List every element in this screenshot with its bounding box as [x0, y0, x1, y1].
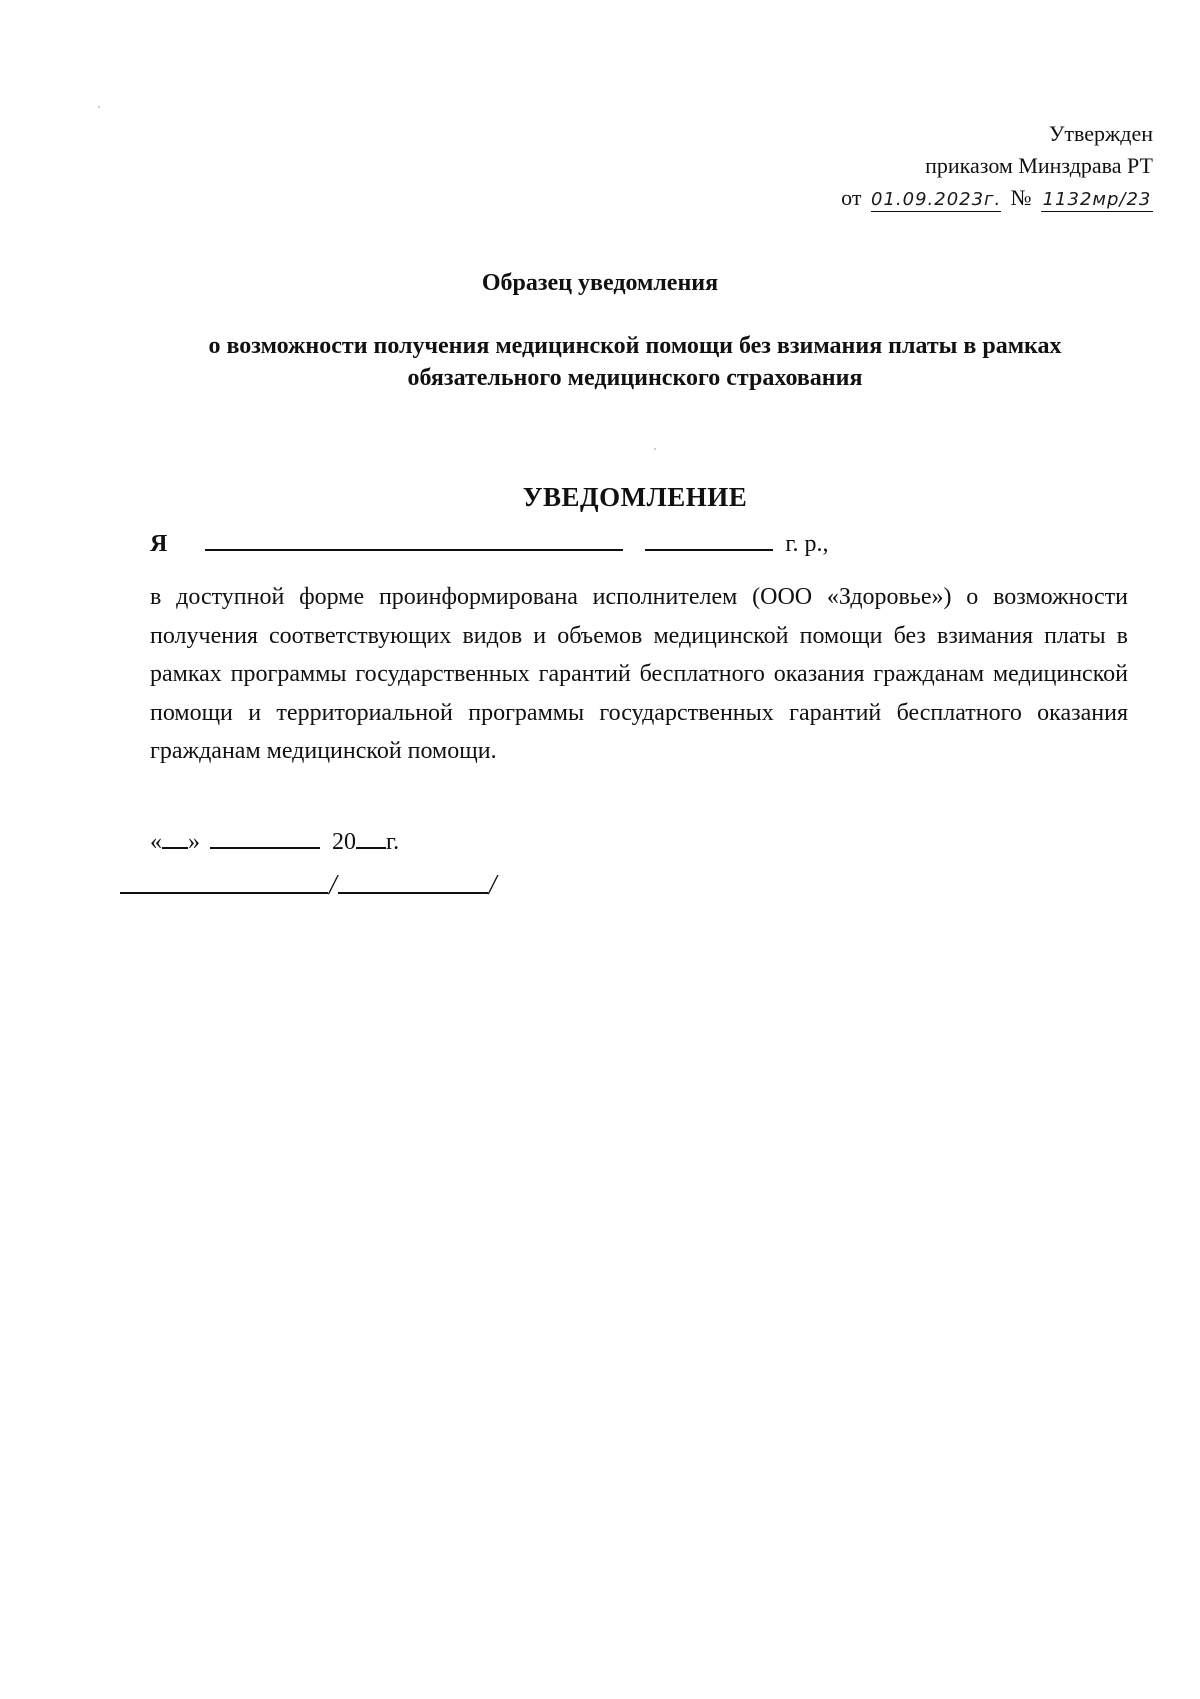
notice-body: в доступной форме проинформирована исполнителем (ООО «Здоровье») о возможности получения соответствующих видов и объемов медицинской помощи без взимания платы в рамках программы государственных гарантий бесплатного оказания гражданам медицинской помощи и территориальной программы государственных гарантий бесплатного оказания гражданам медицинской помощи. [150, 584, 1128, 764]
date-close-quote: » [188, 829, 200, 855]
month-blank [210, 829, 320, 849]
signature-line [120, 870, 498, 901]
name-birth-line [150, 528, 828, 560]
sample-title: Образец уведомления [481, 270, 719, 296]
notice-title: УВЕДОМЛЕНИЕ [522, 482, 748, 512]
year-suffix: г. [386, 829, 400, 855]
signature-blank [120, 870, 328, 894]
handwritten-date: 01.09.2023г. [871, 189, 1002, 210]
day-blank [162, 829, 188, 849]
approval-title: Утвержден [1048, 121, 1153, 146]
signature-end: / [488, 870, 497, 901]
birth-year-blank [645, 529, 773, 551]
approval-date-number [841, 182, 1153, 214]
number-label: № [1010, 185, 1032, 210]
year-blank [356, 829, 386, 849]
date-line [150, 826, 399, 858]
pronoun-label: Я [150, 531, 168, 557]
scan-speck [654, 448, 656, 450]
approval-block [841, 118, 1153, 214]
birth-year-suffix: г. р., [785, 531, 829, 557]
approval-order: приказом Минздрава РТ [925, 153, 1153, 178]
signature-separator: / [329, 870, 337, 901]
scan-speck [98, 106, 100, 108]
handwritten-number: 1132мр/23 [1042, 189, 1152, 210]
century-label: 20 [332, 829, 356, 855]
sample-subtitle: о возможности получения медицинской помощи без взимания платы в рамках обязательного медицинского страхования [208, 333, 1062, 391]
full-name-blank [205, 529, 623, 551]
date-open-quote: « [150, 829, 162, 855]
from-label: от [841, 185, 862, 210]
signature-decoding-blank [338, 870, 488, 894]
